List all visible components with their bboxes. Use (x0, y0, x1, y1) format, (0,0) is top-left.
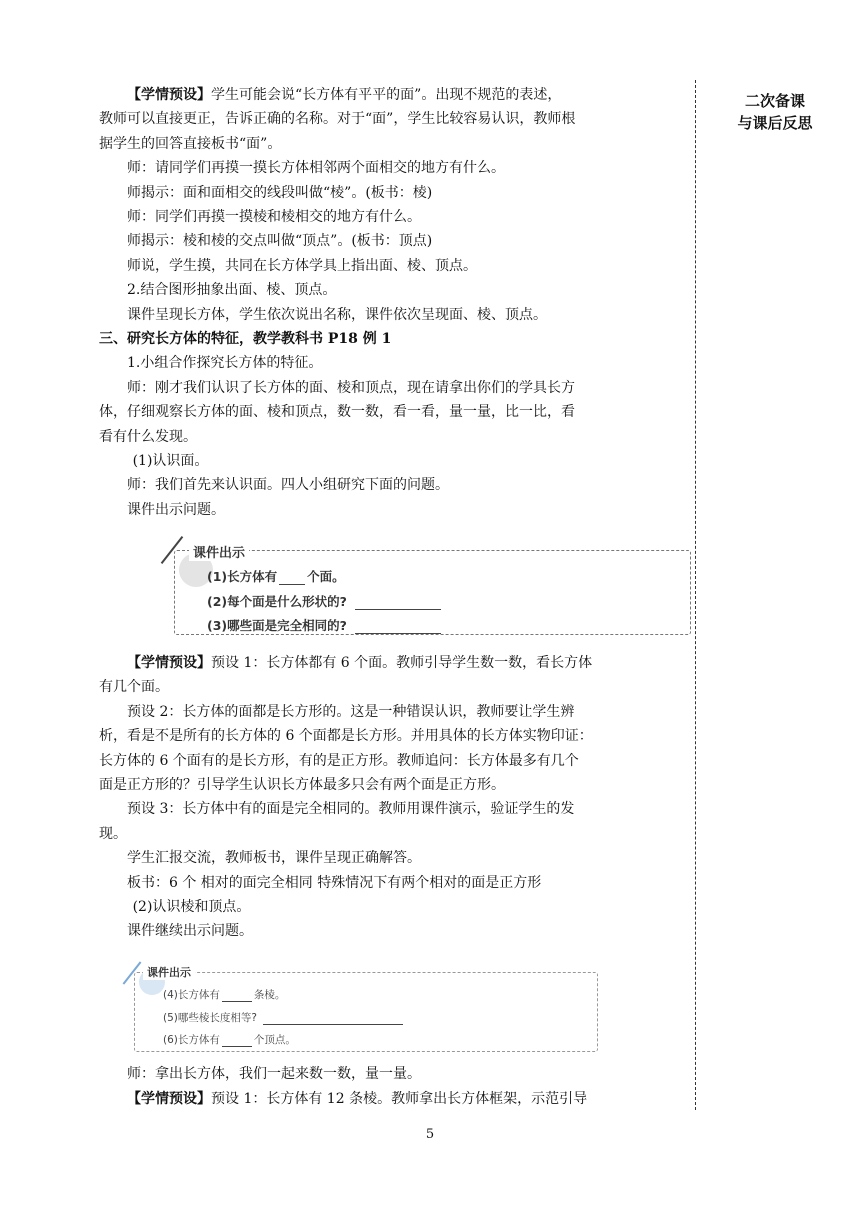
answer-blank (263, 1024, 403, 1025)
text-line (127, 849, 421, 867)
line-text: 看有什么发现。 (99, 428, 197, 445)
answer-blank (355, 633, 441, 634)
decorative-slash-icon (161, 536, 184, 564)
line-text: 板书：6 个 相对的面完全相同 特殊情况下有两个相对的面是正方形 (127, 874, 542, 891)
line-text: 学生可能会说“长方体有平平的面”。出现不规范的表述， (211, 87, 562, 103)
text-line (127, 874, 541, 892)
line-text: 据学生的回答直接板书“面”。 (99, 135, 282, 152)
section-tag: 【学情预设】 (127, 1090, 211, 1107)
courseware-box-title: 课件出示 (143, 964, 195, 980)
line-text: 长方体的 6 个面有的是长方形，有的是正方形。教师追问：长方体最多有几个 (99, 752, 579, 769)
text-line (127, 306, 547, 324)
text-line (127, 922, 253, 940)
line-text: 课件继续出示问题。 (127, 923, 253, 940)
line-text: 三、研究长方体的特征，教学教科书 P18 例 1 (99, 331, 392, 347)
line-text: 学生汇报交流，教师板书，课件呈现正确解答。 (127, 850, 421, 867)
line-text: 预设 1：长方体有 12 条棱。教师拿出长方体框架，示范引导 (211, 1090, 588, 1107)
courseware-box-title: 课件出示 (189, 542, 249, 561)
text-line (133, 452, 209, 470)
text-line (127, 501, 225, 519)
question-1: (1)长方体有 个面。 (207, 569, 345, 584)
text-line (127, 232, 432, 250)
text-line (99, 330, 391, 348)
text-line (127, 354, 322, 372)
line-text: 有几个面。 (99, 679, 169, 696)
side-label-line2: 与课后反思 (737, 114, 813, 132)
line-text: 现。 (99, 825, 127, 842)
line-text: 师：同学们再摸一摸棱和棱相交的地方有什么。 (127, 209, 421, 225)
column-divider (695, 80, 696, 1110)
line-text: 课件呈现长方体，学生依次说出名称，课件依次呈现面、棱、顶点。 (127, 306, 547, 323)
text-line (127, 703, 574, 721)
text-line (133, 898, 251, 916)
answer-blank (222, 1046, 252, 1047)
text-line (127, 208, 421, 226)
text-line (127, 281, 336, 299)
side-label-line1: 二次备课 (744, 92, 805, 110)
text-line (99, 727, 593, 745)
question-3: (3)哪些面是完全相同的? (207, 616, 443, 634)
question-2: (2)每个面是什么形状的? (207, 592, 443, 610)
line-text: 师：我们首先来认识面。四人小组研究下面的问题。 (127, 477, 449, 494)
line-text: 2.结合图形抽象出面、棱、顶点。 (127, 282, 337, 299)
line-text: (1)认识面。 (132, 453, 209, 469)
text-line (99, 678, 169, 696)
question-5: (5)哪些棱长度相等? (163, 1010, 405, 1025)
text-line (99, 752, 579, 770)
line-text: 课件出示问题。 (127, 501, 225, 518)
line-text: 体，仔细观察长方体的面、棱和顶点，数一数，看一看，量一量，比一比，看 (99, 404, 575, 421)
section-tag: 【学情预设】 (127, 655, 211, 671)
text-line (127, 379, 575, 397)
answer-blank (279, 584, 305, 585)
page-number: 5 (425, 1127, 435, 1142)
text-line (99, 135, 281, 153)
text-line (99, 110, 575, 128)
line-text: 教师可以直接更正，告诉正确的名称。对于“面”，学生比较容易认识，教师根 (99, 111, 576, 128)
courseware-box-1 (174, 546, 691, 635)
section-tag: 【学情预设】 (127, 87, 211, 103)
answer-blank (222, 1001, 252, 1002)
line-text: 师：拿出长方体，我们一起来数一数，量一量。 (127, 1066, 421, 1082)
line-text: 析，看是不是所有的长方体的 6 个面都是长方形。并用具体的长方体实物印证： (99, 728, 593, 745)
text-line (127, 257, 477, 275)
line-text: 师揭示：面和面相交的线段叫做“棱”。(板书：棱) (127, 184, 433, 201)
side-column-header (700, 90, 850, 134)
question-4: (4)长方体有 条棱。 (163, 989, 286, 1001)
text-line (99, 428, 197, 446)
question-6: (6)长方体有 个顶点。 (163, 1034, 296, 1046)
line-text: 面是正方形的？引导学生认识长方体最多只会有两个面是正方形。 (99, 777, 505, 793)
line-text: 预设 2：长方体的面都是长方形的。这是一种错误认识，教师要让学生辨 (127, 703, 575, 720)
text-line (127, 654, 592, 672)
text-line (127, 476, 449, 494)
line-text: (2)认识棱和顶点。 (132, 899, 251, 915)
courseware-box-2 (134, 966, 598, 1052)
line-text: 预设 3：长方体中有的面是完全相同的。教师用课件演示，验证学生的发 (127, 801, 575, 818)
line-text: 师揭示：棱和棱的交点叫做“顶点”。(板书：顶点) (127, 233, 433, 250)
text-line (127, 86, 561, 104)
line-text: 师说，学生摸，共同在长方体学具上指出面、棱、顶点。 (127, 257, 477, 274)
text-line (127, 159, 505, 177)
answer-blank (355, 609, 441, 610)
text-line (127, 1065, 421, 1083)
text-line (127, 800, 574, 818)
text-line (127, 1090, 587, 1108)
line-text: 师：请同学们再摸一摸长方体相邻两个面相交的地方有什么。 (127, 160, 505, 177)
line-text: 预设 1：长方体都有 6 个面。教师引导学生数一数，看长方体 (211, 655, 593, 671)
text-line (99, 403, 575, 421)
line-text: 1.小组合作探究长方体的特征。 (127, 355, 323, 372)
text-line (99, 776, 505, 794)
text-line (99, 825, 127, 843)
line-text: 师：刚才我们认识了长方体的面、棱和顶点，现在请拿出你们的学具长方 (127, 379, 575, 396)
text-line (127, 184, 432, 202)
